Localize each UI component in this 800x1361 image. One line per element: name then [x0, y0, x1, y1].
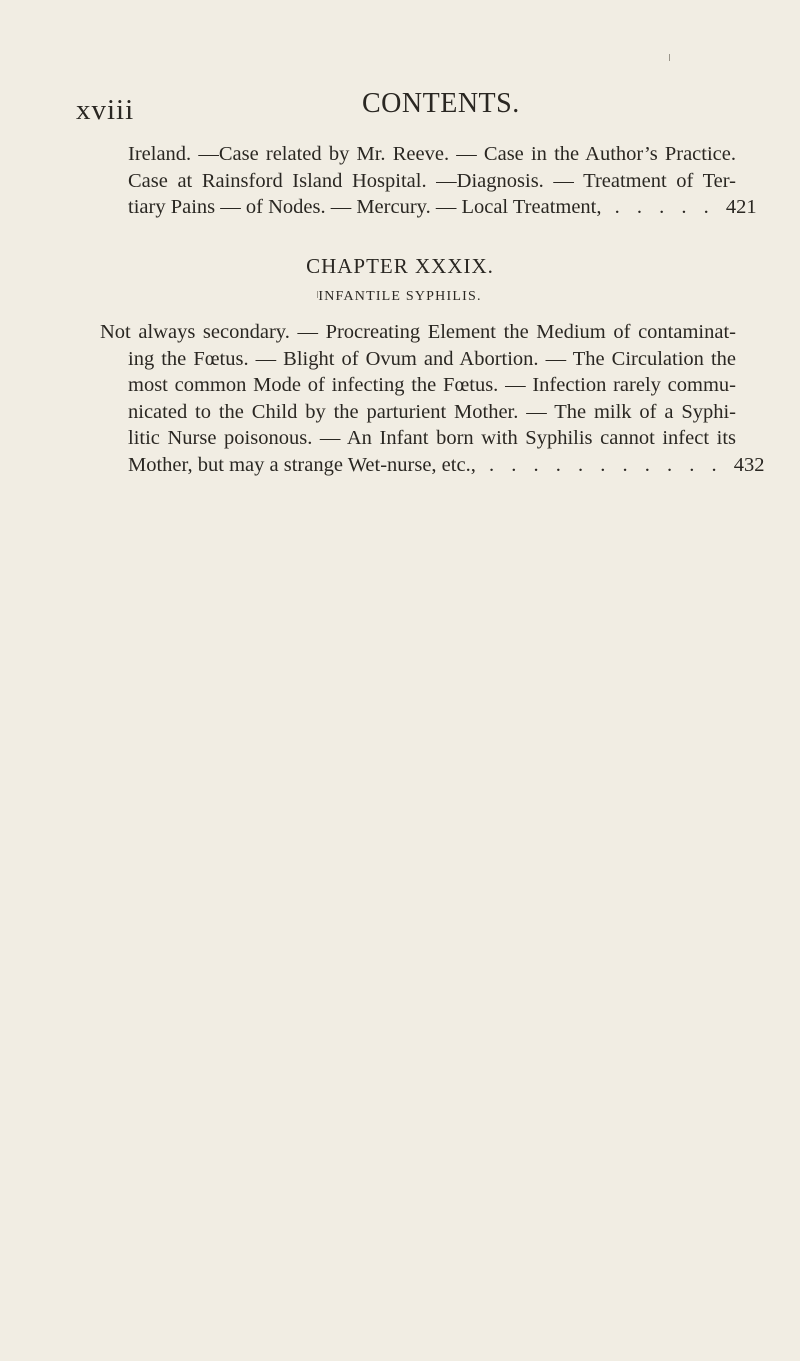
toc-entry-line: Case at Rainsford Island Hospital. —Diagnosis. — Treatment of Ter-	[128, 169, 736, 192]
toc-entry-last-line	[100, 452, 765, 479]
page-number: xviii	[76, 94, 135, 126]
page-title: CONTENTS.	[362, 88, 520, 119]
dot-leader: . . . . .	[614, 196, 715, 218]
toc-entry-line: nicated to the Child by the parturient Mother. — The milk of a Syphi-	[128, 400, 736, 423]
toc-entry-line: litic Nurse poisonous. — An Infant born with Syphilis cannot infect its	[128, 427, 736, 449]
toc-page-reference: 421	[725, 196, 757, 218]
scan-mark	[669, 54, 670, 61]
running-head	[0, 88, 800, 128]
toc-entry-chapter-xxxix	[100, 319, 765, 478]
toc-entry-line: ing the Fœtus. — Blight of Ovum and Abortion. — The Circulation the	[128, 347, 736, 370]
toc-entry-text: tiary Pains — of Nodes. — Mercury. — Local Treatment,	[128, 196, 602, 218]
chapter-subtitle: INFANTILE SYPHILIS.	[318, 289, 482, 304]
toc-page-reference: 432	[733, 453, 765, 476]
chapter-heading: CHAPTER XXXIX.	[306, 254, 494, 278]
toc-entry-line: most common Mode of infecting the Fœtus. — Infection rarely commu-	[128, 374, 736, 396]
toc-entry-last-line	[128, 194, 757, 221]
toc-entry-line: Ireland. —Case related by Mr. Reeve. — Case in the Author’s Practice.	[128, 143, 736, 165]
toc-entry-previous-chapter	[128, 141, 757, 221]
toc-entry-line: Not always secondary. — Procreating Element the Medium of contaminat-	[100, 321, 736, 343]
toc-entry-text: Mother, but may a strange Wet-nurse, etc.,	[128, 453, 476, 476]
dot-leader: . . . . . . . . . . .	[488, 453, 723, 476]
